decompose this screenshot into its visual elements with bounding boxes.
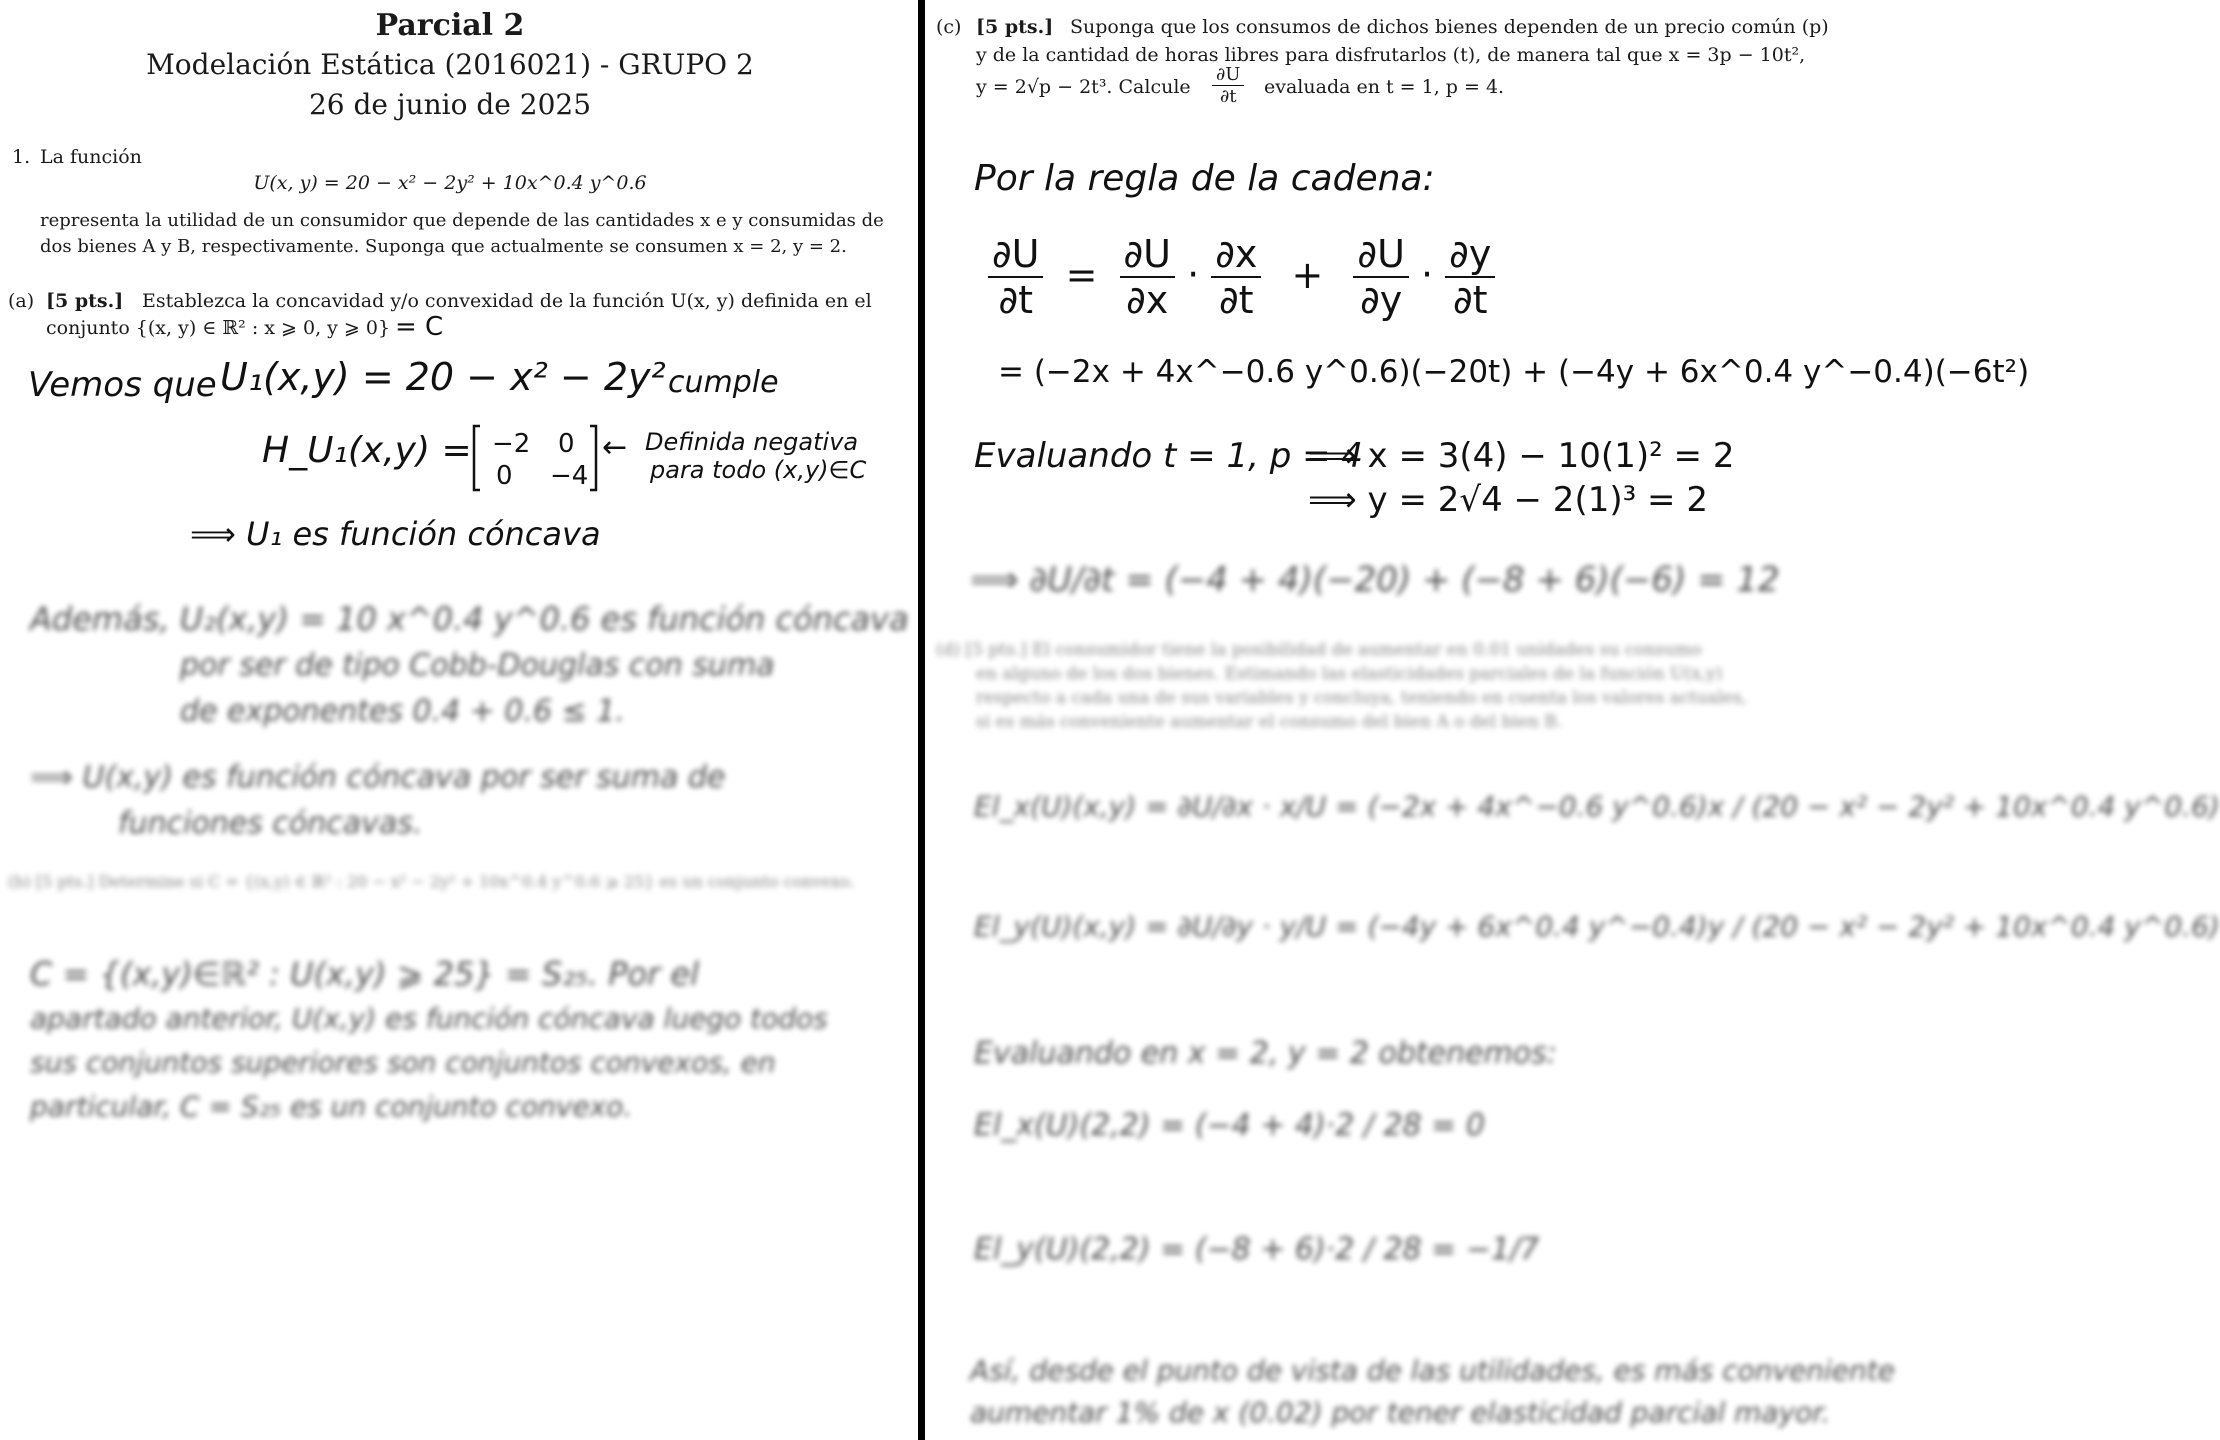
- hessian-a21: 0: [496, 461, 513, 491]
- hand-a-suffix: cumple: [668, 365, 779, 400]
- hessian-matrix: [470, 422, 600, 494]
- part-a-label: (a): [8, 290, 35, 312]
- eval-label: Evaluando t = 1, p = 4: [974, 436, 1364, 476]
- chain-rule-equation: [988, 232, 1495, 322]
- problem-text-2: dos bienes A y B, respectivamente. Suponga que actualmente se consumen x = 2, y = 2.: [40, 236, 847, 257]
- chain-t1-den: ∂x: [1126, 278, 1169, 322]
- part-c-text-2: y de la cantidad de horas libres para disfrutarlos (t), de manera tal que x = 3p − 10t²,: [976, 44, 1806, 66]
- part-d-statement-4: si es más conveniente aumentar el consumo del bien A o del bien B.: [976, 712, 1563, 732]
- hessian-a11: −2: [492, 429, 531, 459]
- part-c-points: [5 pts.]: [976, 16, 1054, 38]
- chain-t3-den: ∂y: [1360, 278, 1403, 322]
- part-b-statement: (b) [5 pts.] Determine si C = {(x,y) ∈ ℝ² : 20 − x² − 2y² + 10x^0.4 y^0.6 ⩾ 25} es un conjunto convexo.: [8, 872, 855, 891]
- hand-a-blur-3: de exponentes 0.4 + 0.6 ≤ 1.: [180, 694, 625, 729]
- hand-a-prefix: Vemos que: [28, 365, 217, 405]
- eval-x: ⟹ x = 3(4) − 10(1)² = 2: [1308, 436, 1735, 476]
- part-c-label: (c): [936, 16, 962, 38]
- chain-lhs-num: ∂U: [988, 232, 1043, 278]
- chain-t4-den: ∂t: [1452, 278, 1488, 322]
- part-c-frac-num: ∂U: [1212, 64, 1244, 86]
- chain-lhs-den: ∂t: [998, 278, 1034, 322]
- part-a-set-name: = C: [395, 312, 444, 342]
- problem-text-1: representa la utilidad de un consumidor que depende de las cantidades x e y consumidas de: [40, 210, 884, 231]
- chain-expanded: = (−2x + 4x^−0.6 y^0.6)(−20t) + (−4y + 6x^0.4 y^−0.4)(−6t²): [998, 354, 2030, 390]
- hand-a-expr: U₁(x,y) = 20 − x² − 2y²: [220, 355, 666, 399]
- hand-a-conclusion: ⟹ U₁ es función cóncava: [190, 515, 601, 553]
- part-c-text-3a: y = 2√p − 2t³. Calcule: [976, 76, 1191, 98]
- hessian-a12: 0: [558, 429, 575, 459]
- part-d-statement-3: respecto a cada una de sus variables y concluya, teniendo en cuenta los valores actuales,: [976, 688, 1747, 708]
- part-d-statement-1: (d) [5 pts.] El consumidor tiene la posibilidad de aumentar en 0.01 unidades su consumo: [936, 640, 1702, 660]
- chain-eq: =: [1065, 252, 1098, 297]
- elasticity-x-value: El_x(U)(2,2) = (−4 + 4)·2 / 28 = 0: [974, 1108, 1485, 1143]
- part-c-text-3b: evaluada en t = 1, p = 4.: [1264, 76, 1505, 98]
- right-column: [930, 0, 2220, 1440]
- exam-title: Parcial 2: [375, 8, 525, 43]
- chain-t2-den: ∂t: [1219, 278, 1254, 322]
- part-b-blur-2: apartado anterior, U(x,y) es función cóncava luego todos: [30, 1002, 828, 1035]
- left-column: [0, 0, 918, 1440]
- chain-t1-num: ∂U: [1120, 232, 1175, 278]
- part-a-text-2: conjunto {(x, y) ∈ ℝ² : x ⩾ 0, y ⩾ 0}: [46, 317, 391, 339]
- chain-t3-num: ∂U: [1353, 232, 1408, 278]
- chain-dot-1: ·: [1187, 252, 1200, 297]
- chain-plus: +: [1291, 252, 1324, 297]
- part-a-text-1: Establezca la concavidad y/o convexidad de la función U(x, y) definida en el: [142, 290, 872, 312]
- chain-t2-num: ∂x: [1211, 232, 1261, 278]
- elasticity-x: El_x(U)(x,y) = ∂U/∂x · x/U = (−2x + 4x^−0.6 y^0.6)x / (20 − x² − 2y² + 10x^0.4 y^0.6): [974, 790, 2220, 823]
- part-b-blur-3: sus conjuntos superiores son conjuntos convexos, en: [30, 1046, 776, 1079]
- part-b-blur-1: C = {(x,y)∈ℝ² : U(x,y) ⩾ 25} = S₂₅. Por el: [30, 955, 699, 993]
- hand-a-blur-4: ⟹ U(x,y) es función cóncava por ser suma de: [30, 760, 726, 795]
- note-arrow: ←: [602, 430, 628, 465]
- chain-rule-title: Por la regla de la cadena:: [974, 158, 1435, 199]
- note-line-1: Definida negativa: [645, 428, 859, 456]
- chain-dot-2: ·: [1420, 252, 1434, 297]
- part-a-points: [5 pts.]: [46, 290, 124, 312]
- eval-y: ⟹ y = 2√4 − 2(1)³ = 2: [1308, 480, 1708, 520]
- final-text-1: Así, desde el punto de vista de las utilidades, es más conveniente: [970, 1354, 1895, 1387]
- problem-number: 1.: [12, 146, 31, 168]
- part-d-statement-2: en alguno de los dos bienes. Estimando las elasticidades parciales de la función U(x,y): [976, 664, 1723, 684]
- part-c-fraction: [1212, 64, 1244, 107]
- note-line-2: para todo (x,y)∈C: [650, 456, 867, 484]
- problem-intro: La función: [40, 146, 142, 168]
- elasticity-y-value: El_y(U)(2,2) = (−8 + 6)·2 / 28 = −1/7: [974, 1232, 1540, 1267]
- utility-formula: U(x, y) = 20 − x² − 2y² + 10x^0.4 y^0.6: [253, 172, 647, 194]
- part-c-result: ⟹ ∂U/∂t = (−4 + 4)(−20) + (−8 + 6)(−6) = 12: [970, 560, 1780, 600]
- hessian-lhs: H_U₁(x,y) =: [262, 430, 472, 471]
- hand-a-blur-5: funciones cóncavas.: [118, 806, 423, 841]
- elasticity-y: El_y(U)(x,y) = ∂U/∂y · y/U = (−4y + 6x^0.4 y^−0.4)y / (20 − x² − 2y² + 10x^0.4 y^0.6): [974, 910, 2220, 943]
- hessian-a22: −4: [550, 461, 589, 491]
- chain-t4-num: ∂y: [1445, 232, 1495, 278]
- column-divider: [918, 0, 925, 1440]
- elasticity-eval-text: Evaluando en x = 2, y = 2 obtenemos:: [974, 1036, 1557, 1071]
- part-c-frac-den: ∂t: [1219, 86, 1237, 107]
- hand-a-blur-1: Además, U₂(x,y) = 10 x^0.4 y^0.6 es función cóncava: [30, 600, 909, 638]
- course-name: Modelación Estática (2016021) - GRUPO 2: [146, 48, 754, 81]
- hand-a-blur-2: por ser de tipo Cobb-Douglas con suma: [180, 648, 775, 683]
- final-text-2: aumentar 1% de x (0.02) por tener elasticidad parcial mayor.: [970, 1396, 1831, 1429]
- exam-date: 26 de junio de 2025: [308, 88, 592, 121]
- part-c-text-1: Suponga que los consumos de dichos bienes dependen de un precio común (p): [1070, 16, 1829, 38]
- part-b-blur-4: particular, C = S₂₅ es un conjunto convexo.: [30, 1090, 633, 1123]
